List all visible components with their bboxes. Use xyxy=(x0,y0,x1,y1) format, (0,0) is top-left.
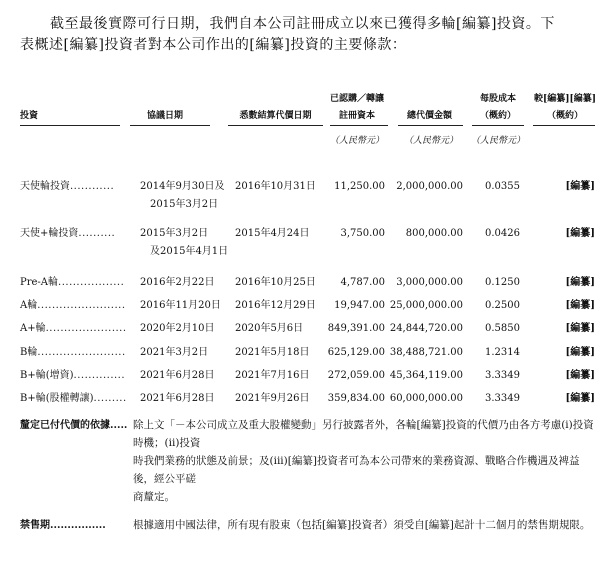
row-agreement-date: 2021年6月28日 xyxy=(140,393,215,404)
header-registered-capital-line2: 註冊資本 xyxy=(338,111,375,121)
row-consideration: 3,000,000.00 xyxy=(396,277,463,288)
row-settlement-date: 2021年9月26日 xyxy=(235,393,310,404)
row-agreement-date: 2015年3月2日 xyxy=(140,228,209,239)
row-discount: [編纂] xyxy=(565,393,595,404)
row-discount: [編纂] xyxy=(565,370,595,381)
lockup-text: 根據適用中國法律，所有現有股東（包括[編纂]投資者）須受自[編纂]起計十二個月的禁售期規限。 xyxy=(133,519,591,531)
row-cost-per-share: 3.3349 xyxy=(485,393,520,404)
lockup-label: 禁售期................ xyxy=(20,520,106,531)
row-agreement-date-cont: 及2015年4月1日 xyxy=(150,246,229,257)
row-settlement-date: 2021年7月16日 xyxy=(235,370,310,381)
header-cost xyxy=(468,93,528,122)
row-registered-capital: 849,391.00 xyxy=(327,323,385,334)
header-underline-settlement xyxy=(228,125,323,126)
row-investment-name: A輪........................ xyxy=(20,300,126,311)
header-cost-line2: （概約） xyxy=(479,111,516,121)
header-settlement-date: 悉數結算代價日期 xyxy=(239,111,312,121)
row-consideration: 25,000,000.00 xyxy=(389,300,463,311)
row-consideration: 38,488,721.00 xyxy=(389,347,463,358)
basis-label: 釐定已付代價的依據..... xyxy=(20,420,128,431)
row-agreement-date: 2021年6月28日 xyxy=(140,370,215,381)
row-agreement-date: 2020年2月10日 xyxy=(140,323,215,334)
intro-paragraph xyxy=(20,14,590,56)
row-registered-capital: 3,750.00 xyxy=(340,228,385,239)
header-underline-agreement xyxy=(130,125,210,126)
row-discount: [編纂] xyxy=(565,181,595,192)
row-discount: [編纂] xyxy=(565,228,595,239)
basis-text xyxy=(133,416,598,506)
row-investment-name: B+輪(股權轉讓)......... xyxy=(20,393,127,404)
basis-line-1: 除上文「－本公司成立及重大股權變動」另行披露者外，各輪[編纂]投資的代價乃由各方考慮(i)投資時機；(ii)投資 xyxy=(133,419,594,449)
row-settlement-date: 2020年5月6日 xyxy=(235,323,304,334)
row-cost-per-share: 0.0426 xyxy=(485,228,520,239)
row-agreement-date: 2014年9月30日及 xyxy=(140,181,225,192)
row-settlement-date: 2021年5月18日 xyxy=(235,347,310,358)
row-registered-capital: 272,059.00 xyxy=(327,370,385,381)
row-agreement-date: 2016年11月20日 xyxy=(140,300,221,311)
header-discount xyxy=(530,93,600,122)
row-cost-per-share: 0.5850 xyxy=(485,323,520,334)
row-cost-per-share: 3.3349 xyxy=(485,370,520,381)
row-settlement-date: 2016年10月31日 xyxy=(235,181,316,192)
row-cost-per-share: 0.1250 xyxy=(485,277,520,288)
row-investment-name: A+輪...................... xyxy=(20,323,127,334)
header-underline-discount xyxy=(533,125,595,126)
header-agreement-date: 協議日期 xyxy=(146,111,183,121)
row-registered-capital: 19,947.00 xyxy=(334,300,385,311)
row-agreement-date-cont: 2015年3月2日 xyxy=(150,199,219,210)
row-investment-name: 天使+輪投資.......... xyxy=(20,228,116,239)
row-cost-per-share: 0.2500 xyxy=(485,300,520,311)
intro-line-1: 截至最後實際可行日期，我們自本公司註冊成立以來已獲得多輪[編纂]投資。下 xyxy=(50,16,555,32)
basis-line-3: 商釐定。 xyxy=(133,491,175,503)
row-discount: [編纂] xyxy=(565,323,595,334)
row-registered-capital: 4,787.00 xyxy=(340,277,385,288)
row-discount: [編纂] xyxy=(565,347,595,358)
row-investment-name: B輪........................ xyxy=(20,347,126,358)
row-consideration: 2,000,000.00 xyxy=(396,181,463,192)
row-settlement-date: 2016年12月29日 xyxy=(235,300,316,311)
row-consideration: 800,000.00 xyxy=(405,228,463,239)
header-registered-capital xyxy=(327,93,387,122)
intro-line-2: 表概述[編纂]投資者對本公司作出的[編纂]投資的主要條款： xyxy=(20,37,407,53)
header-underline-investment xyxy=(20,125,120,126)
header-discount-line2: （概約） xyxy=(546,111,583,121)
basis-line-2: 時我們業務的狀態及前景；及(iii)[編纂]投資者可為本公司帶來的業務資源、戰略合作機遇及裨益後，經公平磋 xyxy=(133,455,580,485)
row-registered-capital: 11,250.00 xyxy=(334,181,385,192)
row-settlement-date: 2016年10月25日 xyxy=(235,277,316,288)
row-registered-capital: 359,834.00 xyxy=(327,393,385,404)
row-settlement-date: 2015年4月24日 xyxy=(235,228,310,239)
row-consideration: 45,364,119.00 xyxy=(389,370,463,381)
header-discount-line1: 較[編纂][編纂] xyxy=(533,94,597,104)
unit-capital: （人民幣元） xyxy=(329,136,384,146)
unit-cost: （人民幣元） xyxy=(470,136,525,146)
row-investment-name: 天使輪投資............ xyxy=(20,181,115,192)
header-underline-cost xyxy=(472,125,524,126)
row-cost-per-share: 0.0355 xyxy=(485,181,520,192)
row-agreement-date: 2016年2月22日 xyxy=(140,277,215,288)
row-investment-name: B+輪(增資).............. xyxy=(20,370,126,381)
row-discount: [編纂] xyxy=(565,300,595,311)
header-investment: 投資 xyxy=(20,111,39,121)
row-consideration: 24,844,720.00 xyxy=(389,323,463,334)
header-consideration: 總代價金額 xyxy=(406,111,452,121)
header-underline-capital xyxy=(330,125,388,126)
row-discount: [編纂] xyxy=(565,277,595,288)
unit-consideration: （人民幣元） xyxy=(403,136,458,146)
row-cost-per-share: 1.2314 xyxy=(485,347,520,358)
header-underline-consideration xyxy=(398,125,463,126)
row-agreement-date: 2021年3月2日 xyxy=(140,347,209,358)
row-consideration: 60,000,000.00 xyxy=(389,393,463,404)
header-registered-capital-line1: 已認購／轉讓 xyxy=(329,94,384,104)
row-investment-name: Pre-A輪.................. xyxy=(20,277,125,288)
header-cost-line1: 每股成本 xyxy=(479,94,516,104)
row-registered-capital: 625,129.00 xyxy=(327,347,385,358)
